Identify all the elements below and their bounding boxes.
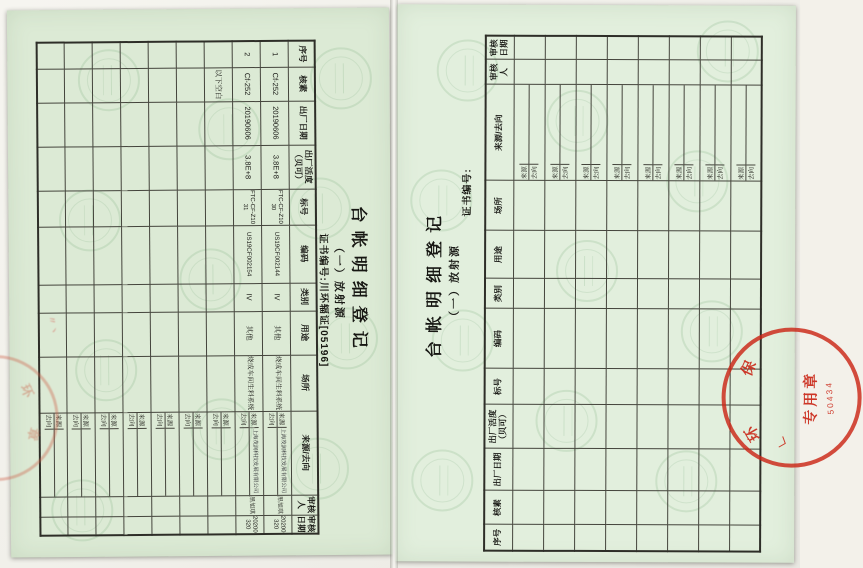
dest-label: 去向 (72, 413, 81, 429)
source-label: 来源 (110, 413, 119, 429)
dest-label: 去向 (212, 412, 221, 428)
source-label: 来源 (612, 165, 621, 181)
dest-label: 去向 (591, 164, 600, 180)
stamp-character: 保 (738, 358, 760, 379)
page-right-content (395, 4, 836, 562)
table-row (698, 36, 731, 551)
col-header-place: 场所 (485, 181, 513, 231)
cell-place: 烧成车间生料系统 (263, 355, 291, 411)
cell-source-dest (699, 85, 730, 181)
stamp-character: 环 (741, 422, 764, 445)
ledger-table-left (36, 40, 320, 537)
table-row (205, 41, 237, 534)
table-row (37, 43, 69, 536)
cell-source-dest (575, 85, 606, 181)
source-label: 来源 (54, 413, 63, 429)
cell-review-date: 20200320 (236, 515, 264, 534)
page-left (7, 8, 393, 558)
source-label: 来源 (138, 412, 147, 428)
dest-label: 去向 (684, 165, 693, 181)
col-header-code: 编码 (290, 225, 316, 283)
col-header-category: 类别 (485, 279, 513, 309)
source-label: 来源 (166, 412, 175, 428)
source-label: 来源 (194, 412, 203, 428)
cell-label-no: FTC-CF-Z1030 (262, 189, 290, 225)
cell-source-dest (96, 412, 125, 496)
col-header-place: 场所 (291, 355, 317, 411)
ledger-table-right (483, 35, 763, 553)
stamp-character: 章 (24, 425, 43, 443)
col-header-nuclide: 核素 (484, 491, 512, 525)
page-subtitle: （一）放射源 (332, 241, 345, 320)
table-row (261, 41, 293, 534)
cell-activity: 3.8E+8 (261, 145, 289, 189)
cell-source-dest (544, 85, 575, 181)
dest-label: 去向 (184, 412, 193, 428)
col-header-usage: 用途 (485, 231, 513, 279)
source-label: 来源 (222, 412, 231, 428)
col-header-seq: 序号 (289, 41, 315, 67)
cell-activity: 3.8E+8 (233, 145, 261, 189)
table-row (574, 36, 607, 551)
col-header-activity: 出厂活度（贝可） (484, 405, 512, 449)
table-row (93, 42, 125, 535)
cell-source-dest (264, 411, 293, 495)
table-row (149, 42, 181, 535)
table-row (512, 36, 545, 551)
cell-source-dest (606, 85, 637, 181)
cell-source-dest (152, 412, 181, 496)
col-header-factory-date: 出厂日期 (289, 101, 315, 145)
cell-label-no: FTC-CF-Z1031 (234, 189, 262, 225)
table-row (636, 36, 669, 551)
col-header-source-dest: 来源/去向 (485, 85, 513, 181)
source-value: 上海茂润科技发展有限公司 (251, 428, 259, 494)
table-row (543, 36, 576, 551)
source-label: 来源 (674, 165, 683, 181)
cell-usage: 其他 (235, 311, 263, 355)
dest-label: 去向 (622, 165, 631, 181)
cell-category: IV (235, 283, 263, 311)
header-row (289, 41, 319, 534)
source-label: 来源 (250, 412, 259, 428)
dest-label: 去向 (746, 165, 755, 181)
source-label: 来源 (643, 165, 652, 181)
col-header-reviewer: 审核人 (292, 495, 318, 515)
table-row (729, 36, 762, 551)
col-header-label-no: 标号 (290, 189, 316, 225)
cell-source-dest (236, 411, 265, 495)
cell-source-dest (40, 413, 69, 497)
page-right (395, 4, 836, 562)
cell-source-dest (208, 411, 237, 495)
stamp-number: 50434 (823, 380, 836, 415)
cell-code: US19CF002144 (262, 225, 290, 283)
col-header-reviewer: 审核人 (486, 60, 514, 85)
col-header-review-date: 审核日期 (292, 515, 318, 534)
cell-source-dest (668, 85, 699, 181)
cell-seq: 1 (261, 41, 289, 67)
table-row (121, 42, 153, 535)
page-left-content (7, 7, 393, 557)
source-label: 来源 (278, 411, 287, 427)
header-row (484, 36, 514, 551)
table-row (177, 41, 209, 534)
page-gutter-shadow (390, 0, 398, 568)
cell-nuclide: Cf-252 (233, 67, 261, 101)
table-row (667, 36, 700, 551)
cell-reviewer: 黑旭琪 (264, 495, 292, 515)
certificate-number: 证书编号:川环辐证[05196] (317, 233, 330, 368)
table-row (605, 36, 638, 551)
col-header-usage: 用途 (291, 311, 317, 355)
cell-place: 烧成车间生料系统 (235, 355, 263, 411)
cell-source-dest (513, 85, 544, 181)
stamp-character: 环 (17, 381, 37, 400)
cell-source-dest (124, 412, 153, 496)
cell-nuclide: Cf-252 (261, 67, 289, 101)
red-round-stamp: 环 保 〈 专用章 50434 (721, 327, 861, 467)
page-title: 台帐明细登记 (424, 207, 445, 358)
stamp-label: 专用章 (802, 370, 820, 425)
source-label: 来源 (581, 164, 590, 180)
cell-source-dest (68, 412, 97, 496)
source-label: 来源 (82, 413, 91, 429)
source-label: 来源 (705, 165, 714, 181)
col-header-seq: 序号 (484, 525, 512, 551)
col-header-factory-date: 出厂日期 (484, 449, 512, 491)
cell-factory-date: 20190606 (261, 101, 289, 145)
cell-blank-below-note: 以下空白 (205, 67, 233, 101)
col-header-code: 编码 (485, 309, 513, 369)
cell-category: IV (263, 283, 291, 311)
dest-label: 去向 (100, 413, 109, 429)
source-label: 来源 (550, 164, 559, 180)
cell-source-dest (637, 85, 668, 181)
page-title: 台帐明细登记 (348, 205, 370, 356)
dest-label: 去向 (128, 412, 137, 428)
cell-review-date: 20200320 (264, 515, 292, 534)
source-label: 来源 (736, 165, 745, 181)
col-header-source-dest: 来源/去向 (292, 411, 319, 495)
dest-value (268, 427, 278, 494)
col-header-nuclide: 核素 (289, 67, 315, 101)
dest-label: 去向 (240, 412, 249, 428)
red-ink-mark: 〃丶 (46, 315, 60, 337)
source-label: 来源 (519, 164, 528, 180)
dest-label: 去向 (268, 411, 277, 427)
dest-label: 去向 (529, 164, 538, 180)
cell-source-dest (180, 411, 209, 495)
certificate-number: 证书编号: (462, 168, 474, 217)
dest-label: 去向 (560, 164, 569, 180)
page-subtitle: （一）放射源 (448, 243, 462, 323)
dest-label: 去向 (156, 412, 165, 428)
dest-label: 去向 (44, 413, 53, 429)
cell-factory-date: 20190606 (233, 101, 261, 145)
cell-seq: 2 (233, 41, 261, 67)
table-row (233, 41, 265, 534)
cell-source-dest (730, 85, 761, 181)
cell-usage: 其他 (263, 311, 291, 355)
col-header-activity: 出厂活度（贝可） (289, 145, 315, 189)
dest-label: 去向 (715, 165, 724, 181)
source-value: 上海茂润科技发展有限公司 (279, 428, 287, 494)
dest-label: 去向 (653, 165, 662, 181)
dest-value (240, 428, 250, 495)
col-header-review-date: 审核日期 (486, 36, 514, 60)
col-header-label-no: 标号 (485, 369, 513, 405)
cell-reviewer: 黑旭琪 (236, 495, 264, 515)
cell-code: US19CF002154 (234, 225, 262, 283)
col-header-category: 类别 (291, 283, 317, 311)
table-row (65, 42, 97, 535)
